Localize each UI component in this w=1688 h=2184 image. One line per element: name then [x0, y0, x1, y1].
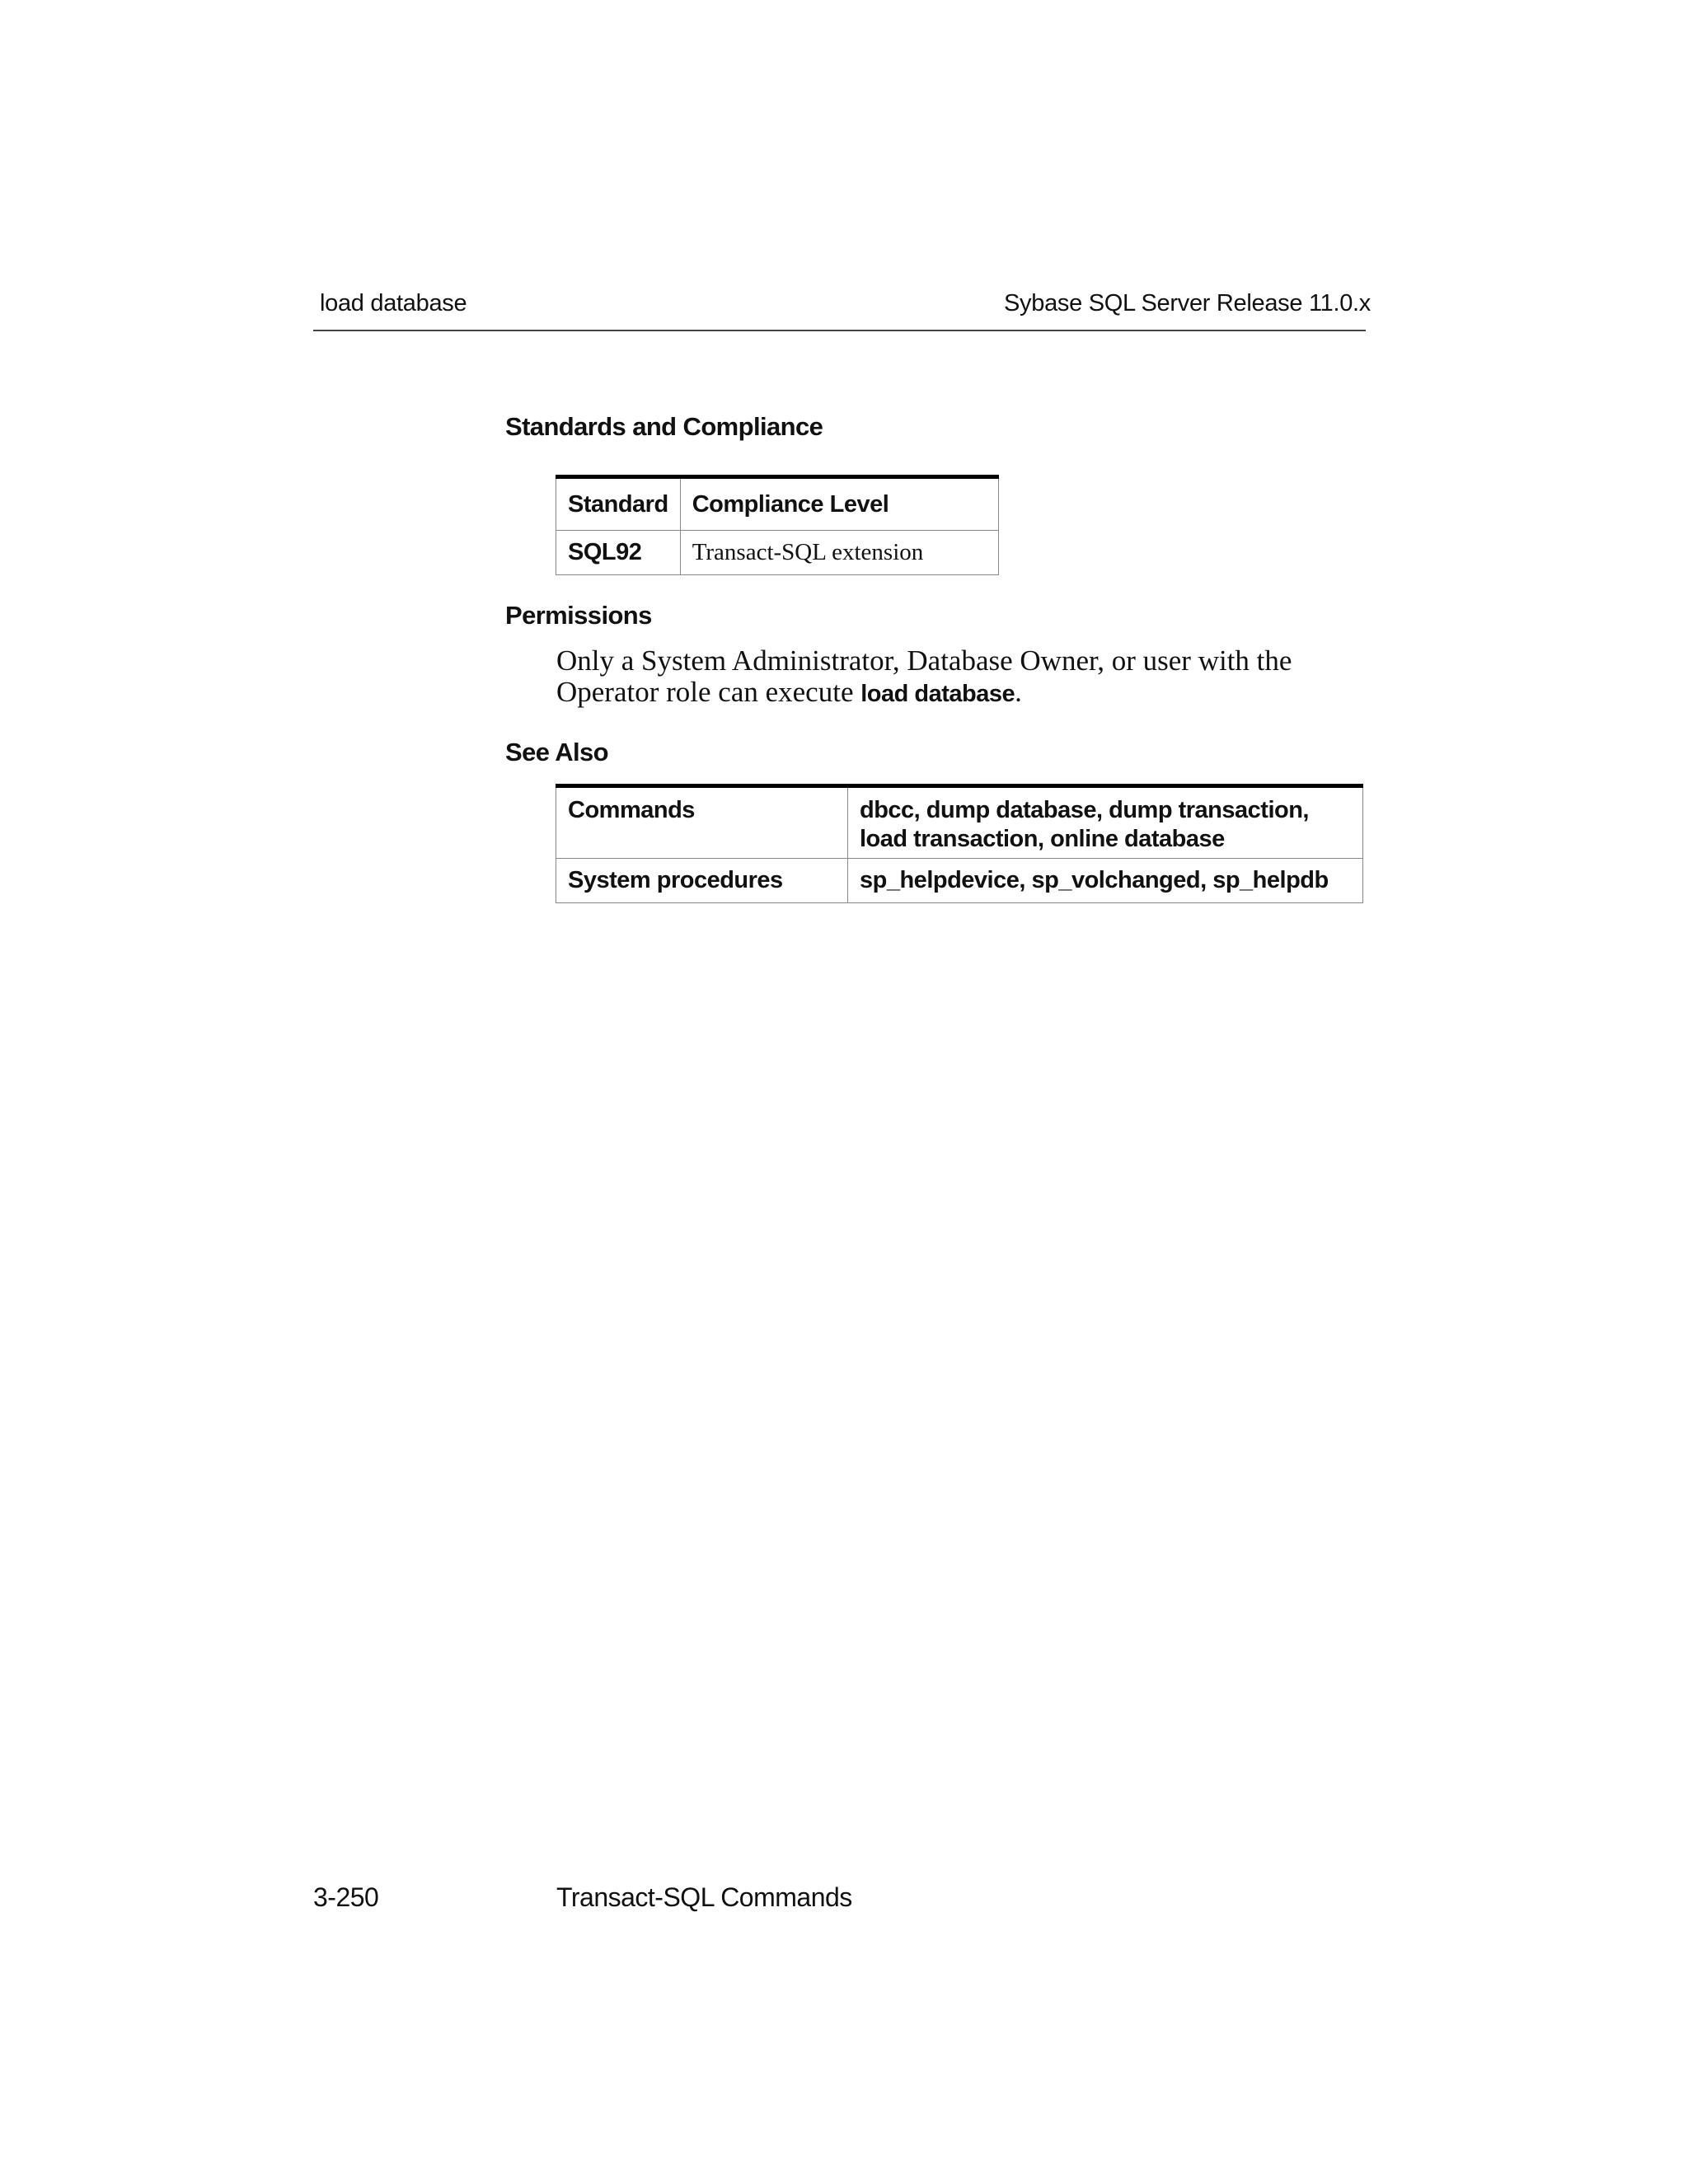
see-also-items-cell: sp_helpdevice, sp_volchanged, sp_helpdb: [848, 859, 1363, 903]
running-header-left: load database: [320, 290, 467, 316]
footer-title: Transact-SQL Commands: [556, 1882, 852, 1912]
permissions-text-before: Only a System Administrator, Database Owner, or user with the Operator role can execute: [556, 644, 1292, 708]
see-also-category-cell: System procedures: [556, 859, 848, 903]
permissions-heading: Permissions: [505, 601, 652, 630]
page-number: 3-250: [313, 1882, 379, 1912]
standards-header-row: [556, 477, 999, 531]
permissions-command: load database: [860, 681, 1015, 707]
permissions-text-after: .: [1015, 676, 1022, 708]
running-header-right: Sybase SQL Server Release 11.0.x: [1004, 290, 1371, 316]
see-also-items-cell: dbcc, dump database, dump transaction, load transaction, online database: [848, 786, 1363, 859]
standards-col-standard: Standard: [556, 477, 681, 531]
standard-cell: SQL92: [556, 531, 681, 575]
compliance-cell: Transact-SQL extension: [680, 531, 998, 575]
header-rule: [313, 330, 1366, 331]
see-also-table: [556, 784, 1363, 903]
table-row: [556, 531, 999, 575]
table-row: [556, 859, 1363, 903]
table-row: [556, 786, 1363, 859]
see-also-category-cell: Commands: [556, 786, 848, 859]
standards-heading: Standards and Compliance: [505, 412, 823, 441]
standards-table: [556, 475, 999, 575]
see-also-heading: See Also: [505, 738, 608, 766]
standards-col-compliance: Compliance Level: [680, 477, 998, 531]
permissions-text: [556, 645, 1381, 710]
